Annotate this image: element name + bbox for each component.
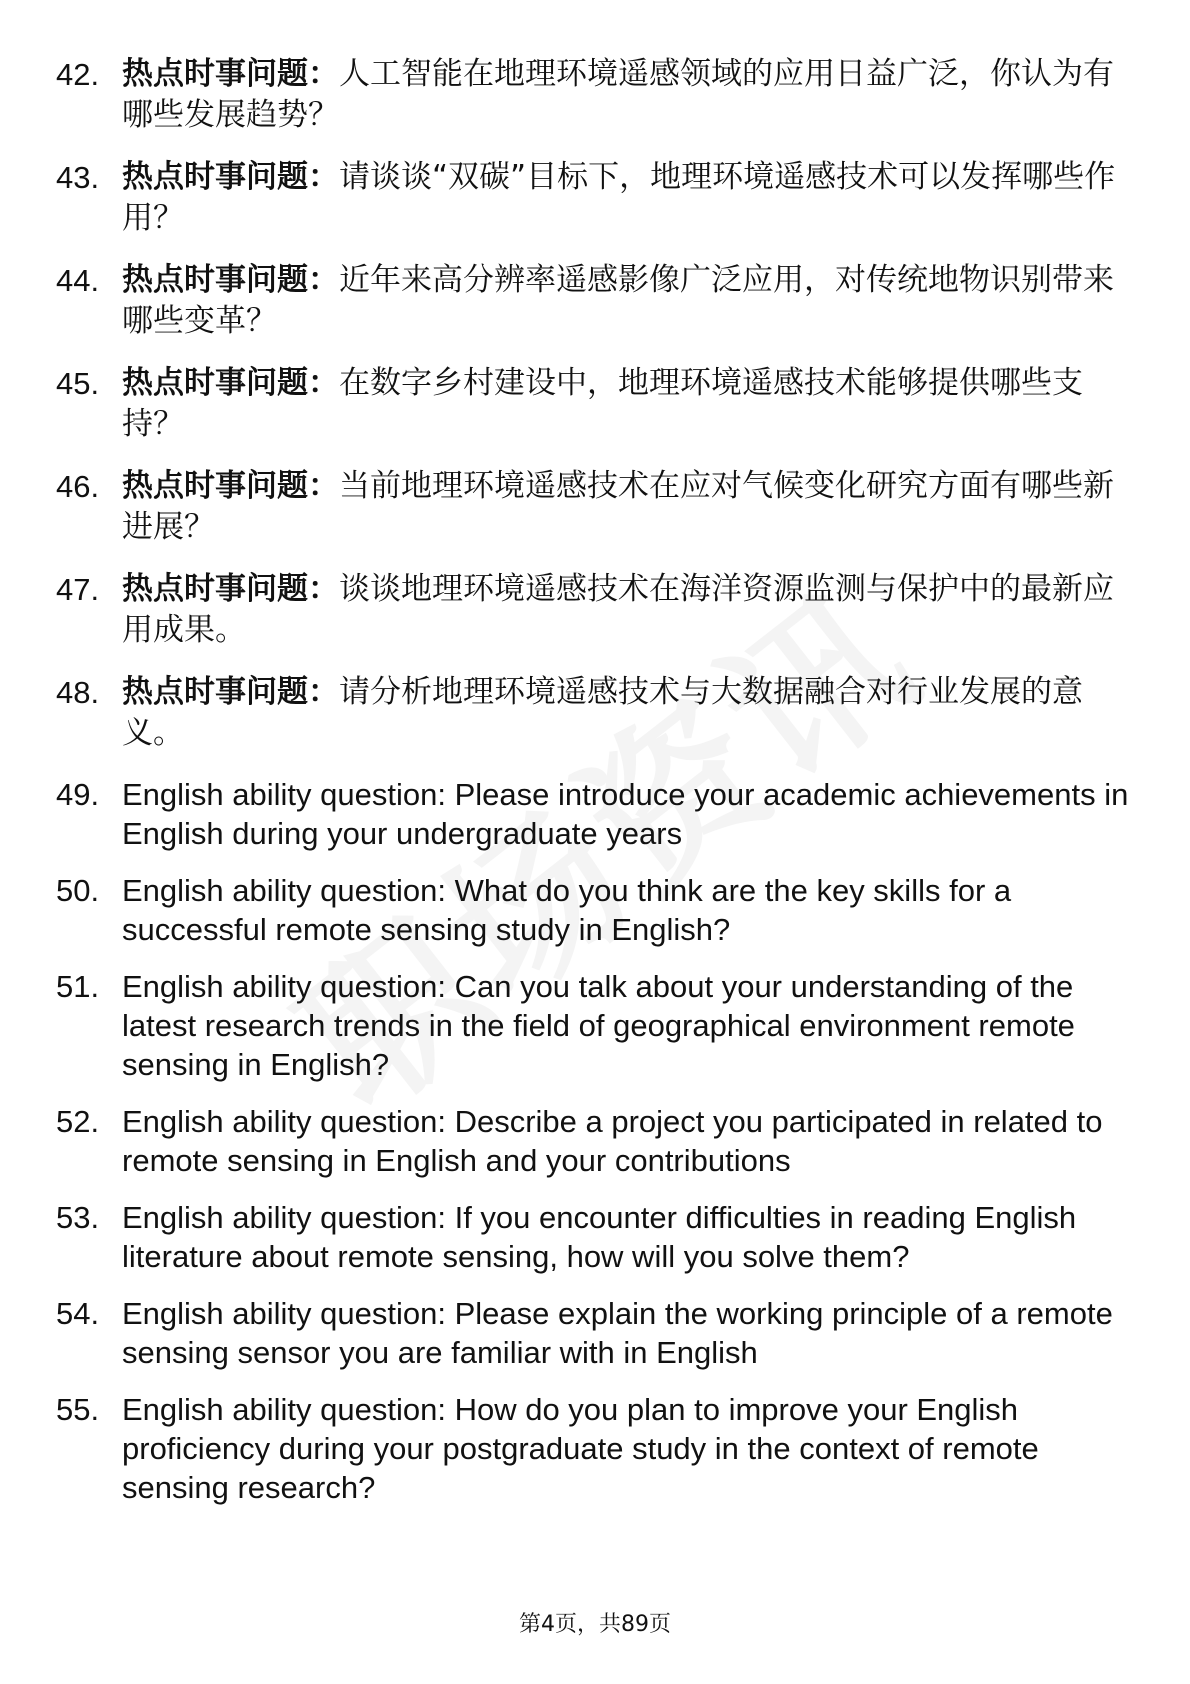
question-number: 50. bbox=[56, 873, 100, 908]
question-text: English ability question: What do you think are the key skills for a successful remote sensing study in English? bbox=[122, 873, 1012, 947]
question-text: 人工智能在地理环境遥感领域的应用日益广泛，你认为有哪些发展趋势？ bbox=[122, 56, 1114, 133]
question-number: 43. bbox=[56, 160, 100, 195]
list-item bbox=[56, 54, 1136, 136]
question-text: English ability question: Please introduce your academic achievements in English during your undergraduate years bbox=[122, 777, 1129, 851]
list-item bbox=[56, 363, 1136, 445]
question-number: 51. bbox=[56, 969, 100, 1004]
list-item bbox=[56, 1198, 1136, 1276]
question-category: 热点时事问题： bbox=[122, 159, 339, 195]
question-text: 近年来高分辨率遥感影像广泛应用，对传统地物识别带来哪些变革？ bbox=[122, 262, 1114, 339]
question-number: 44. bbox=[56, 263, 100, 298]
question-text: 谈谈地理环境遥感技术在海洋资源监测与保护中的最新应用成果。 bbox=[122, 571, 1114, 648]
list-item bbox=[56, 967, 1136, 1084]
list-item bbox=[56, 1390, 1136, 1507]
question-text: 在数字乡村建设中，地理环境遥感技术能够提供哪些支持？ bbox=[122, 365, 1083, 442]
list-item bbox=[56, 260, 1136, 342]
question-category: 热点时事问题： bbox=[122, 674, 339, 710]
question-category: 热点时事问题： bbox=[122, 571, 339, 607]
question-number: 45. bbox=[56, 366, 100, 401]
question-text: English ability question: Please explain the working principle of a remote sensing sensor you are familiar with in English bbox=[122, 1296, 1113, 1370]
question-list bbox=[56, 54, 1136, 1525]
question-number: 54. bbox=[56, 1296, 100, 1331]
list-item bbox=[56, 775, 1136, 853]
question-category: 热点时事问题： bbox=[122, 262, 339, 298]
question-text: 请分析地理环境遥感技术与大数据融合对行业发展的意义。 bbox=[122, 674, 1083, 751]
question-text: English ability question: If you encounter difficulties in reading English literature about remote sensing, how will you solve them? bbox=[122, 1200, 1077, 1274]
question-category: 热点时事问题： bbox=[122, 56, 339, 92]
question-number: 55. bbox=[56, 1392, 100, 1427]
question-text: 请谈谈“双碳”目标下，地理环境遥感技术可以发挥哪些作用？ bbox=[122, 159, 1116, 236]
question-number: 47. bbox=[56, 572, 100, 607]
question-text: English ability question: How do you plan to improve your English proficiency during your postgraduate study in the context of remote sensing research? bbox=[122, 1392, 1039, 1505]
question-text: 当前地理环境遥感技术在应对气候变化研究方面有哪些新进展？ bbox=[122, 468, 1114, 545]
question-number: 48. bbox=[56, 675, 100, 710]
list-item bbox=[56, 569, 1136, 651]
list-item bbox=[56, 871, 1136, 949]
list-item bbox=[56, 1102, 1136, 1180]
question-category: 热点时事问题： bbox=[122, 468, 339, 504]
list-item bbox=[56, 466, 1136, 548]
question-number: 42. bbox=[56, 57, 100, 92]
list-item bbox=[56, 157, 1136, 239]
question-category: 热点时事问题： bbox=[122, 365, 339, 401]
list-item bbox=[56, 672, 1136, 754]
question-number: 49. bbox=[56, 777, 100, 812]
list-item bbox=[56, 1294, 1136, 1372]
question-text: English ability question: Can you talk about your understanding of the latest research trends in the field of geographical environment remote sensing in English? bbox=[122, 969, 1075, 1082]
question-number: 53. bbox=[56, 1200, 100, 1235]
question-text: English ability question: Describe a project you participated in related to remote sensing in English and your contributions bbox=[122, 1104, 1103, 1178]
question-number: 52. bbox=[56, 1104, 100, 1139]
page-footer: 第4页，共89页 bbox=[519, 1612, 671, 1637]
question-number: 46. bbox=[56, 469, 100, 504]
